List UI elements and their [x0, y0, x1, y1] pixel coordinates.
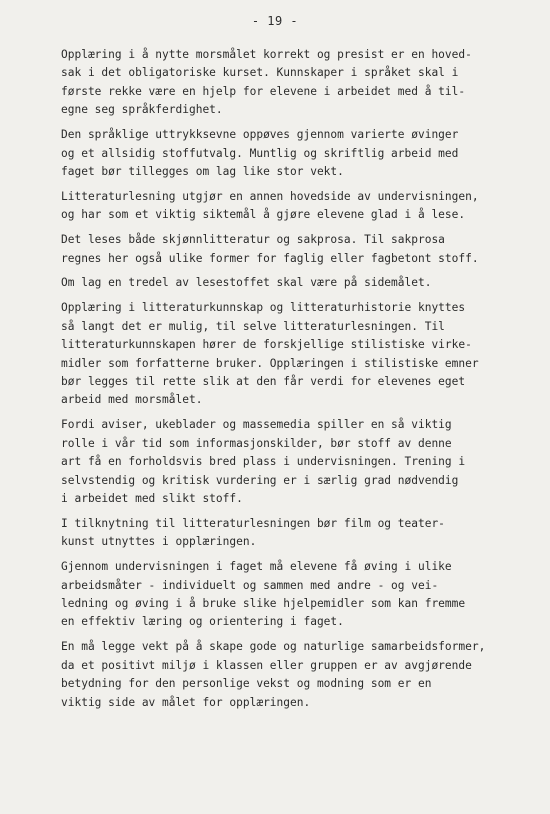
text-line: i arbeidet med slikt stoff.	[61, 491, 243, 505]
paragraph	[61, 638, 516, 712]
paragraph	[61, 416, 516, 508]
paragraph	[61, 299, 516, 409]
text-line: Gjennom undervisningen i faget må elevene få øving i ulike	[61, 560, 452, 574]
text-line: første rekke være en hjelp for elevene i arbeidet med å til-	[61, 84, 466, 98]
paragraph	[61, 231, 516, 268]
text-line: Fordi aviser, ukeblader og massemedia spiller en så viktig	[61, 418, 452, 432]
text-line: ledning og øving i å bruke slike hjelpemidler som kan fremme	[61, 596, 466, 610]
text-line: så langt det er mulig, til selve litteraturlesningen. Til	[61, 319, 445, 333]
text-line: Det leses både skjønnlitteratur og sakprosa. Til sakprosa	[61, 233, 445, 247]
text-line: og har som et viktig siktemål å gjøre elevene glad i å lese.	[61, 208, 466, 222]
text-line: arbeidsmåter - individuelt og sammen med andre - og vei-	[61, 578, 439, 592]
text-line: Litteraturlesning utgjør en annen hovedside av undervisningen,	[61, 189, 479, 203]
text-line: da et positivt miljø i klassen eller gruppen er av avgjørende	[61, 658, 472, 672]
text-line: og et allsidig stoffutvalg. Muntlig og skriftlig arbeid med	[61, 146, 459, 160]
paragraph	[61, 188, 516, 225]
paragraph	[61, 558, 516, 632]
text-line: Om lag en tredel av lesestoffet skal være på sidemålet.	[61, 276, 432, 290]
text-line: regnes her også ulike former for faglig eller fagbetont stoff.	[61, 251, 479, 265]
text-line: En må legge vekt på å skape gode og naturlige samarbeidsformer,	[61, 640, 486, 654]
text-line: kunst utnyttes i opplæringen.	[61, 535, 257, 549]
page-number: - 19 -	[251, 14, 299, 28]
text-line: art få en forholdsvis bred plass i undervisningen. Trening i	[61, 455, 466, 469]
text-line: litteraturkunnskapen hører de forskjellige stilistiske virke-	[61, 338, 472, 352]
text-line: betydning for den personlige vekst og modning som er en	[61, 677, 432, 691]
text-line: bør legges til rette slik at den får verdi for elevenes eget	[61, 375, 466, 388]
text-line: arbeid med morsmålet.	[61, 393, 203, 407]
text-line: selvstendig og kritisk vurdering er i særlig grad nødvendig	[61, 473, 459, 487]
text-line: egne seg språkferdighet.	[61, 103, 223, 117]
text-line: I tilknytning til litteraturlesningen bør film og teater-	[61, 516, 445, 530]
text-line: midler som forfatterne bruker. Opplæringen i stilistiske emner	[61, 356, 479, 370]
paragraph	[61, 46, 516, 120]
paragraph	[61, 515, 516, 552]
paragraph	[61, 126, 516, 181]
text-line: faget bør tillegges om lag like stor vekt.	[61, 164, 344, 178]
text-line: sak i det obligatoriske kurset. Kunnskaper i språket skal i	[61, 66, 459, 80]
text-line: Den språklige uttrykksevne oppøves gjennom varierte øvinger	[61, 128, 459, 142]
text-line: en effektiv læring og orientering i faget.	[61, 615, 344, 629]
text-line: Opplæring i litteraturkunnskap og litteraturhistorie knyttes	[61, 301, 466, 315]
paragraph	[61, 274, 516, 292]
body-text	[61, 46, 516, 718]
text-line: rolle i vår tid som informasjonskilder, bør stoff av denne	[61, 436, 452, 450]
text-line: Opplæring i å nytte morsmålet korrekt og presist er en hoved-	[61, 48, 472, 61]
text-line: viktig side av målet for opplæringen.	[61, 695, 311, 709]
